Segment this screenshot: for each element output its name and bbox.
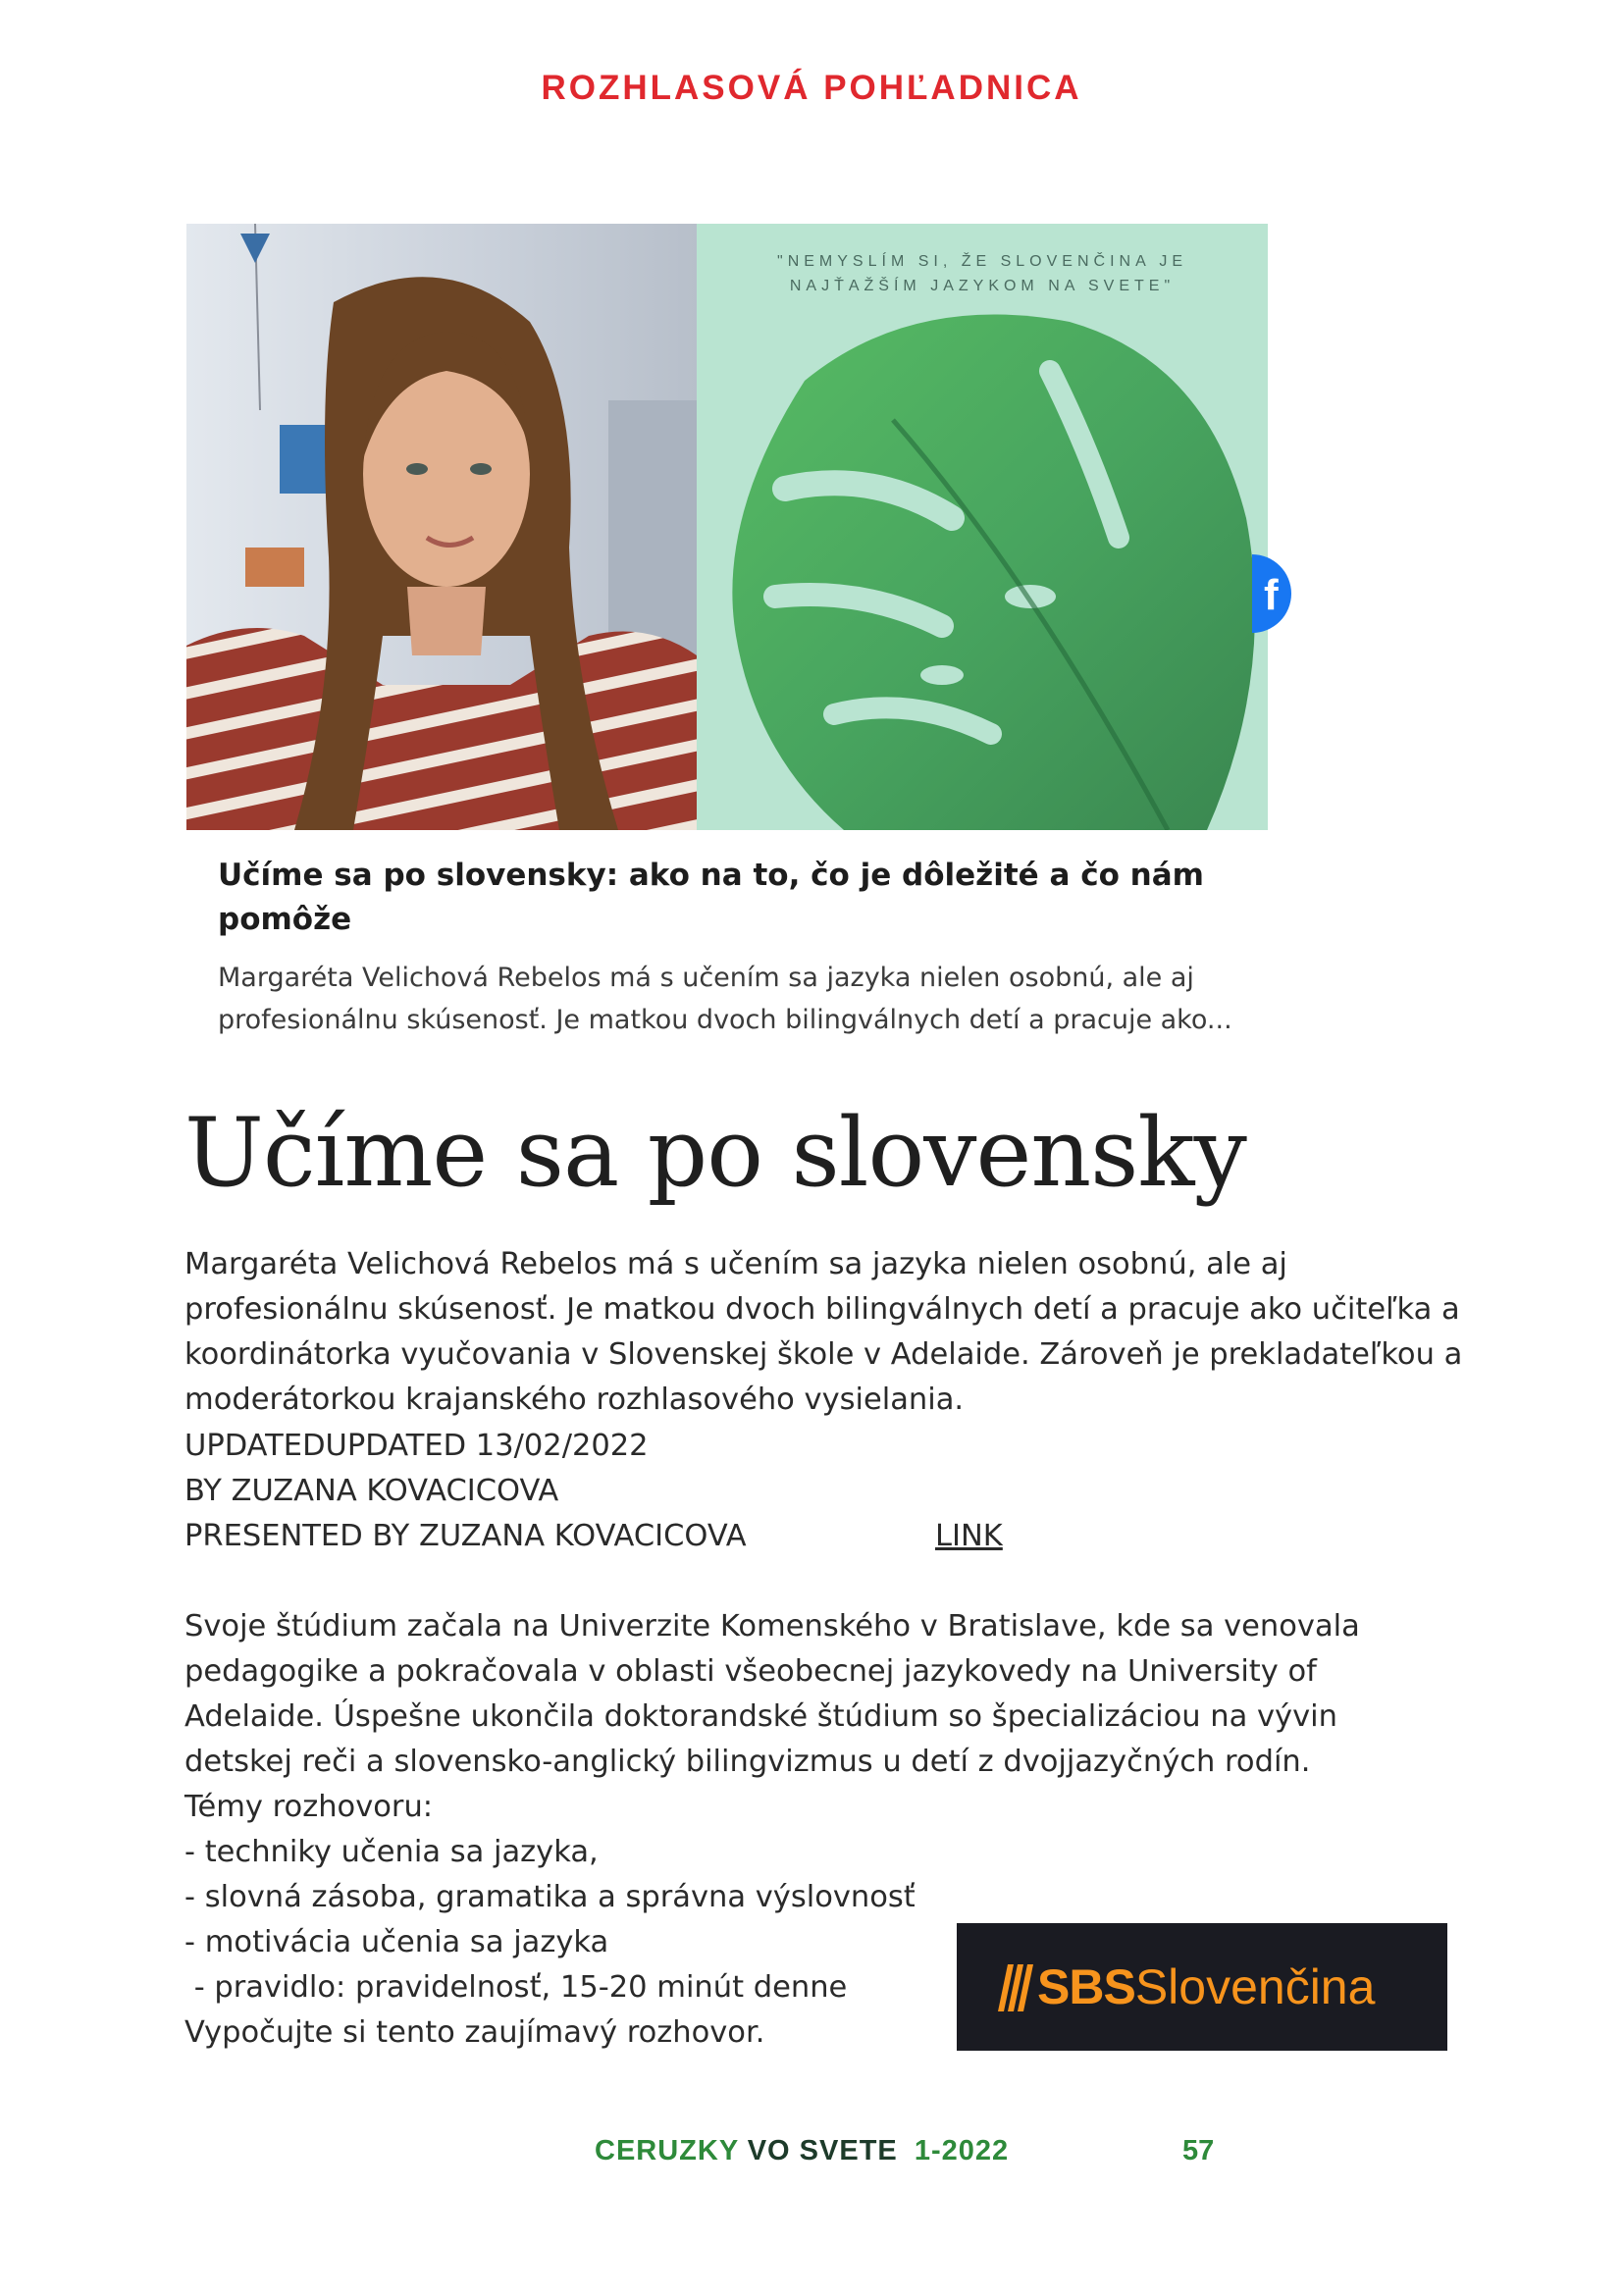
updated-date: UPDATEDUPDATED 13/02/2022 — [184, 1429, 649, 1463]
page-number: 57 — [1182, 2135, 1215, 2166]
portrait-photo — [186, 224, 697, 830]
card-description: Margaréta Velichová Rebelos má s učením sa jazyka nielen osobnú, ale aj profesionálnu skúsenosť. Je matkou dvoch bilingválnych detí a pracuje ako... — [218, 963, 1232, 1035]
study-paragraph: Svoje štúdium začala na Univerzite Komenského v Bratislave, kde sa venovala pedagogike a pokračovala v oblasti všeobecnej jazykovedy na University of Adelaide. Úspešne ukončila doktorandské štúdium so špecializáciou na vývin detskej reči a slovensko-anglický bilingvizmus u detí z dvojjazyčných rodín. — [184, 1609, 1360, 1779]
topic-item: - motivácia učenia sa jazyka — [184, 1925, 609, 1959]
hero-quote: "NEMYSLÍM SI, ŽE SLOVENČINA JE NAJŤAŽŠÍM JAZYKOM NA SVETE" — [777, 253, 1187, 294]
article-meta — [184, 1424, 1480, 1559]
topic-item: - techniky učenia sa jazyka, — [184, 1835, 599, 1869]
sbs-wordmark-strong: SBS — [1037, 1959, 1135, 2014]
topics-heading: Témy rozhovoru: — [184, 1790, 434, 1824]
facebook-icon[interactable] — [1246, 554, 1311, 633]
hero-image[interactable] — [186, 224, 1268, 830]
sbs-wordmark — [1037, 1923, 1375, 2051]
topic-item: - slovná zásoba, gramatika a správna výslovnosť — [184, 1880, 916, 1914]
footer-magazine-green: CERUZKY — [595, 2135, 739, 2166]
byline: BY ZUZANA KOVACICOVA — [184, 1474, 559, 1508]
closing-line: Vypočujte si tento zaujímavý rozhovor. — [184, 2015, 765, 2050]
topic-item: - pravidlo: pravidelnosť, 15-20 minút denne — [184, 1970, 848, 2005]
card-title[interactable]: Učíme sa po slovensky: ako na to, čo je dôležité a čo nám pomôže — [218, 858, 1204, 937]
sbs-waves-icon — [994, 1964, 1033, 2011]
topics-list — [184, 1785, 989, 2056]
article-headline: Učíme sa po slovensky — [184, 1098, 1246, 1208]
monstera-leaf-graphic — [697, 224, 1268, 830]
presenter-line: PRESENTED BY ZUZANA KOVACICOVA — [184, 1519, 747, 1553]
sbs-logo[interactable] — [957, 1923, 1447, 2051]
svg-text:f: f — [1264, 571, 1279, 619]
sbs-wordmark-light: Slovenčina — [1134, 1959, 1376, 2014]
section-title: ROZHLASOVÁ POHĽADNICA — [541, 69, 1082, 107]
article-link[interactable]: LINK — [935, 1519, 1003, 1553]
footer-issue: 1-2022 — [914, 2135, 1010, 2166]
article-intro: Margaréta Velichová Rebelos má s učením sa jazyka nielen osobnú, ale aj profesionálnu skúsenosť. Je matkou dvoch bilingválnych detí a pracuje ako učiteľka a koordinátorka vyučovania v Slovenskej škole v Adelaide. Zároveň je prekladateľkou a moderátorkou krajanského rozhlasového vysielania. — [184, 1247, 1463, 1417]
footer-magazine-dark: VO SVETE — [747, 2135, 898, 2166]
footer-magazine — [595, 2135, 1009, 2167]
